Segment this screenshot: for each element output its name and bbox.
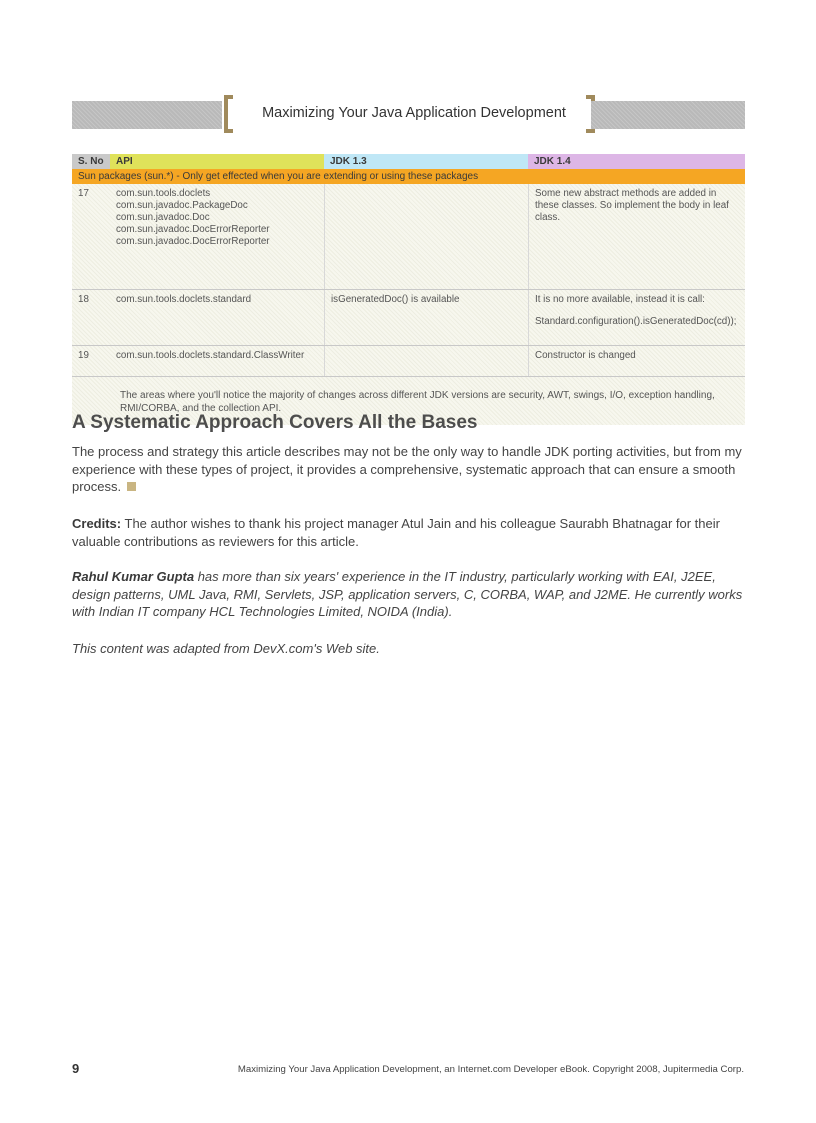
paragraph-author-bio (72, 568, 747, 621)
row-number: 19 (78, 350, 89, 361)
row-jdk14 (528, 346, 745, 376)
row-number: 18 (78, 294, 89, 305)
jdk14-line: It is no more available, instead it is call: (535, 294, 705, 305)
row-number: 17 (78, 188, 89, 199)
credits-label: Credits: (72, 516, 122, 531)
banner-bar-left (72, 101, 222, 129)
author-bio-text: has more than six years' experience in the IT industry, particularly working with EAI, J2EE, design patterns, UML Java, RMI, Servlets, JSP, application servers, C, CORBA, WAP, and J2ME. He currently works with Indian IT company HCL Technologies Limited, NOIDA (India). (72, 569, 743, 619)
table-row (72, 290, 745, 346)
row-jdk13 (324, 290, 528, 345)
api-line: com.sun.javadoc.Doc (116, 212, 210, 223)
author-name: Rahul Kumar Gupta (72, 569, 195, 584)
end-of-article-icon (127, 482, 136, 491)
jdk14-line: Some new abstract methods are added in (535, 188, 717, 199)
left-bracket (224, 95, 233, 133)
jdk14-line: class. (535, 212, 561, 223)
credits-text: The author wishes to thank his project manager Atul Jain and his colleague Saurabh Bhatnagar for their valuable contributions as reviewers for this article. (72, 516, 720, 549)
api-line: com.sun.javadoc.PackageDoc (116, 200, 248, 211)
row-jdk14 (528, 290, 745, 345)
table-note: The areas where you'll notice the majority of changes across different JDK versions are security, AWT, swings, I/O, exception handling, RMI/CORBA, and the collection API. (72, 377, 745, 425)
header-banner (72, 101, 745, 129)
row-api (110, 346, 324, 376)
api-line: com.sun.javadoc.DocErrorReporter (116, 224, 270, 235)
api-changes-table (72, 154, 745, 425)
column-header-api: API (110, 154, 324, 169)
column-header-jdk14: JDK 1.4 (528, 154, 745, 169)
footer-text: Maximizing Your Java Application Development, an Internet.com Developer eBook. Copyright 2008, Jupitermedia Corp. (237, 1064, 744, 1075)
row-api (110, 290, 324, 345)
api-line: com.sun.tools.doclets.standard (116, 294, 252, 305)
banner-bar-right (591, 101, 745, 129)
api-line: com.sun.javadoc.DocErrorReporter (116, 236, 270, 247)
table-row (72, 346, 745, 377)
table-group-label: Sun packages (sun.*) - Only get effected when you are extending or using these packages (72, 169, 745, 184)
jdk13-line: isGeneratedDoc() is available (331, 294, 460, 305)
paragraph-conclusion (72, 443, 747, 496)
column-header-jdk13: JDK 1.3 (324, 154, 528, 169)
paragraph-text: The process and strategy this article describes may not be the only way to handle JDK porting activities, but from my experience with these types of project, it provides a comprehensive, systematic approach that can ensure a smooth process. (72, 444, 742, 494)
jdk14-line: Standard.configuration().isGeneratedDoc(cd)); (535, 316, 737, 327)
paragraph-source: This content was adapted from DevX.com's Web site. (72, 641, 380, 656)
table-header (72, 154, 745, 169)
table-row (72, 184, 745, 290)
header-title: Maximizing Your Java Application Development (262, 105, 566, 121)
section-heading: A Systematic Approach Covers All the Bases (72, 412, 478, 433)
page-number: 9 (72, 1061, 80, 1076)
jdk14-line: these classes. So implement the body in leaf (535, 200, 729, 211)
jdk14-line: Constructor is changed (535, 350, 636, 361)
row-jdk14 (528, 184, 745, 289)
row-api (110, 184, 324, 289)
paragraph-credits (72, 515, 747, 550)
api-line: com.sun.tools.doclets (116, 188, 211, 199)
jdk14-line (535, 306, 741, 316)
row-jdk13 (324, 346, 528, 376)
api-line: com.sun.tools.doclets.standard.ClassWriter (116, 350, 305, 361)
row-jdk13 (324, 184, 528, 289)
column-header-sno: S. No (72, 154, 110, 169)
